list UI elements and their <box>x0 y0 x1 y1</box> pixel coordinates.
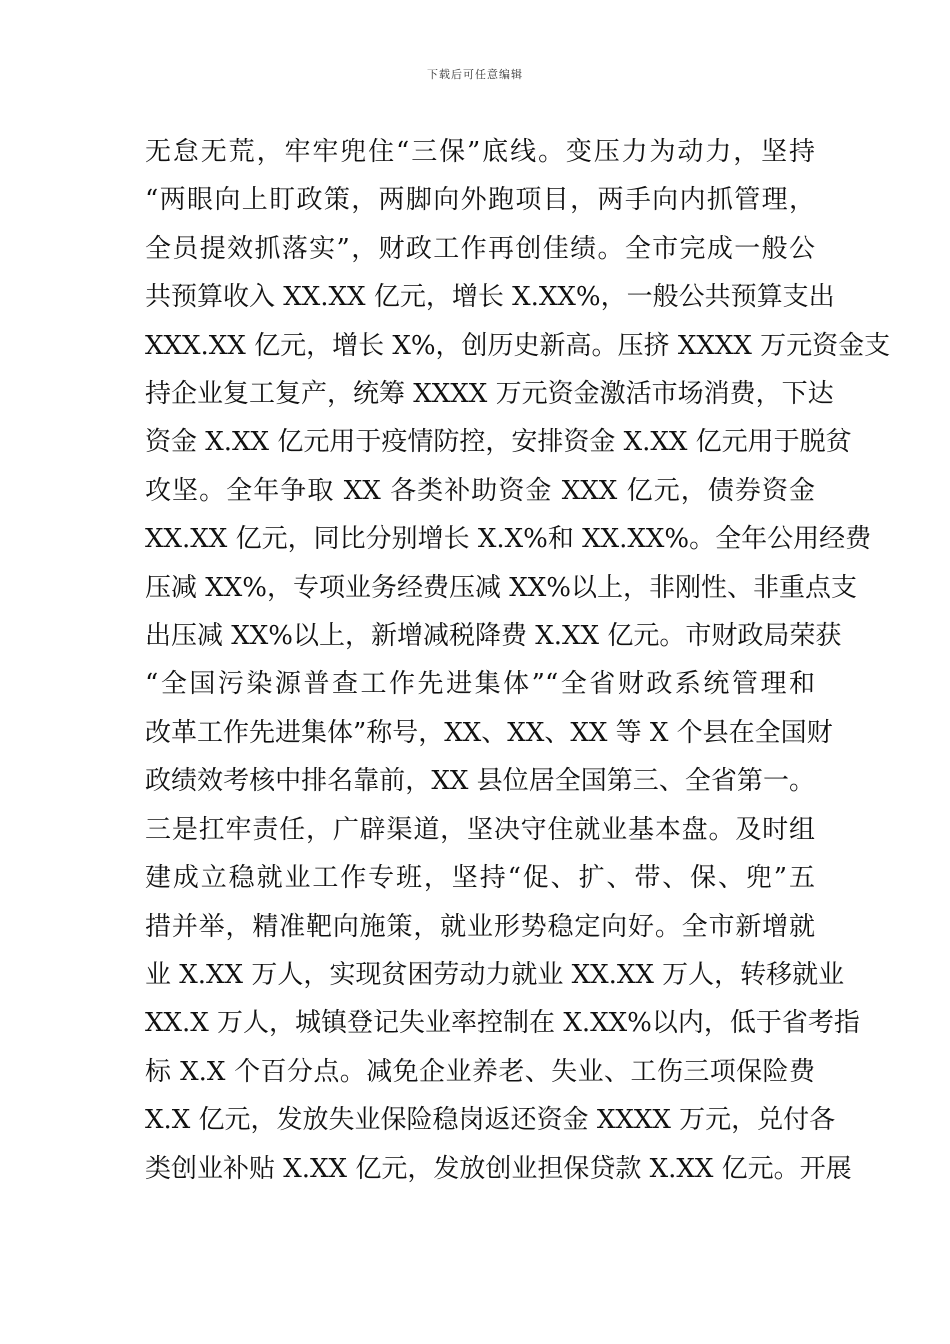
text-line: 共预算收入 XX.XX 亿元，增长 X.XX%，一般公共预算支出 <box>145 282 835 313</box>
text-line: 压减 XX%，专项业务经费压减 XX%以上，非刚性、非重点支 <box>145 572 857 603</box>
text-line: 无怠无荒，牢牢兜住“三保”底线。变压力为动力，坚持 <box>145 137 815 167</box>
text-line: 持企业复工复产，统筹 XXXX 万元资金激活市场消费，下达 <box>145 379 834 410</box>
page-header-note: 下载后可任意编辑 <box>427 68 523 81</box>
text-line: 三是扛牢责任，广辟渠道，坚决守住就业基本盘。及时组 <box>145 814 815 845</box>
text-line: 政绩效考核中排名靠前，XX 县位居全国第三、全省第一。 <box>145 766 815 797</box>
text-line: 出压减 XX%以上，新增减税降费 X.XX 亿元。市财政局荣获 <box>145 621 842 652</box>
text-line: 建成立稳就业工作专班，坚持“促、扩、带、保、兜”五 <box>145 863 815 894</box>
text-line: 业 X.XX 万人，实现贫困劳动力就业 XX.XX 万人，转移就业 <box>145 959 845 990</box>
text-line: “两眼向上盯政策，两脚向外跑项目，两手向内抓管理， <box>145 185 815 216</box>
text-line: XX.X 万人，城镇登记失业率控制在 X.XX%以内，低于省考指 <box>145 1008 860 1039</box>
text-line: XXX.XX 亿元，增长 X%，创历史新高。压挤 XXXX 万元资金支 <box>145 330 891 361</box>
text-line: “全国污染源普查工作先进集体”“全省财政系统管理和 <box>145 669 815 700</box>
text-line: 资金 X.XX 亿元用于疫情防控，安排资金 X.XX 亿元用于脱贫 <box>145 427 852 458</box>
text-line: 全员提效抓落实”，财政工作再创佳绩。全市完成一般公 <box>145 233 815 264</box>
text-line: 标 X.X 个百分点。减免企业养老、失业、工伤三项保险费 <box>145 1056 815 1087</box>
body-paragraph <box>145 128 891 1193</box>
text-line: 措并举，精准靶向施策，就业形势稳定向好。全市新增就 <box>145 911 815 942</box>
text-line: X.X 亿元，发放失业保险稳岗返还资金 XXXX 万元，兑付各 <box>145 1105 836 1136</box>
text-line: 改革工作先进集体”称号，XX、XX、XX 等 X 个县在全国财 <box>145 717 833 748</box>
text-line: 类创业补贴 X.XX 亿元，发放创业担保贷款 X.XX 亿元。开展 <box>145 1153 852 1184</box>
text-line: 攻坚。全年争取 XX 各类补助资金 XXX 亿元，债券资金 <box>145 475 815 506</box>
text-line: XX.XX 亿元，同比分别增长 X.X%和 XX.XX%。全年公用经费 <box>145 524 872 555</box>
